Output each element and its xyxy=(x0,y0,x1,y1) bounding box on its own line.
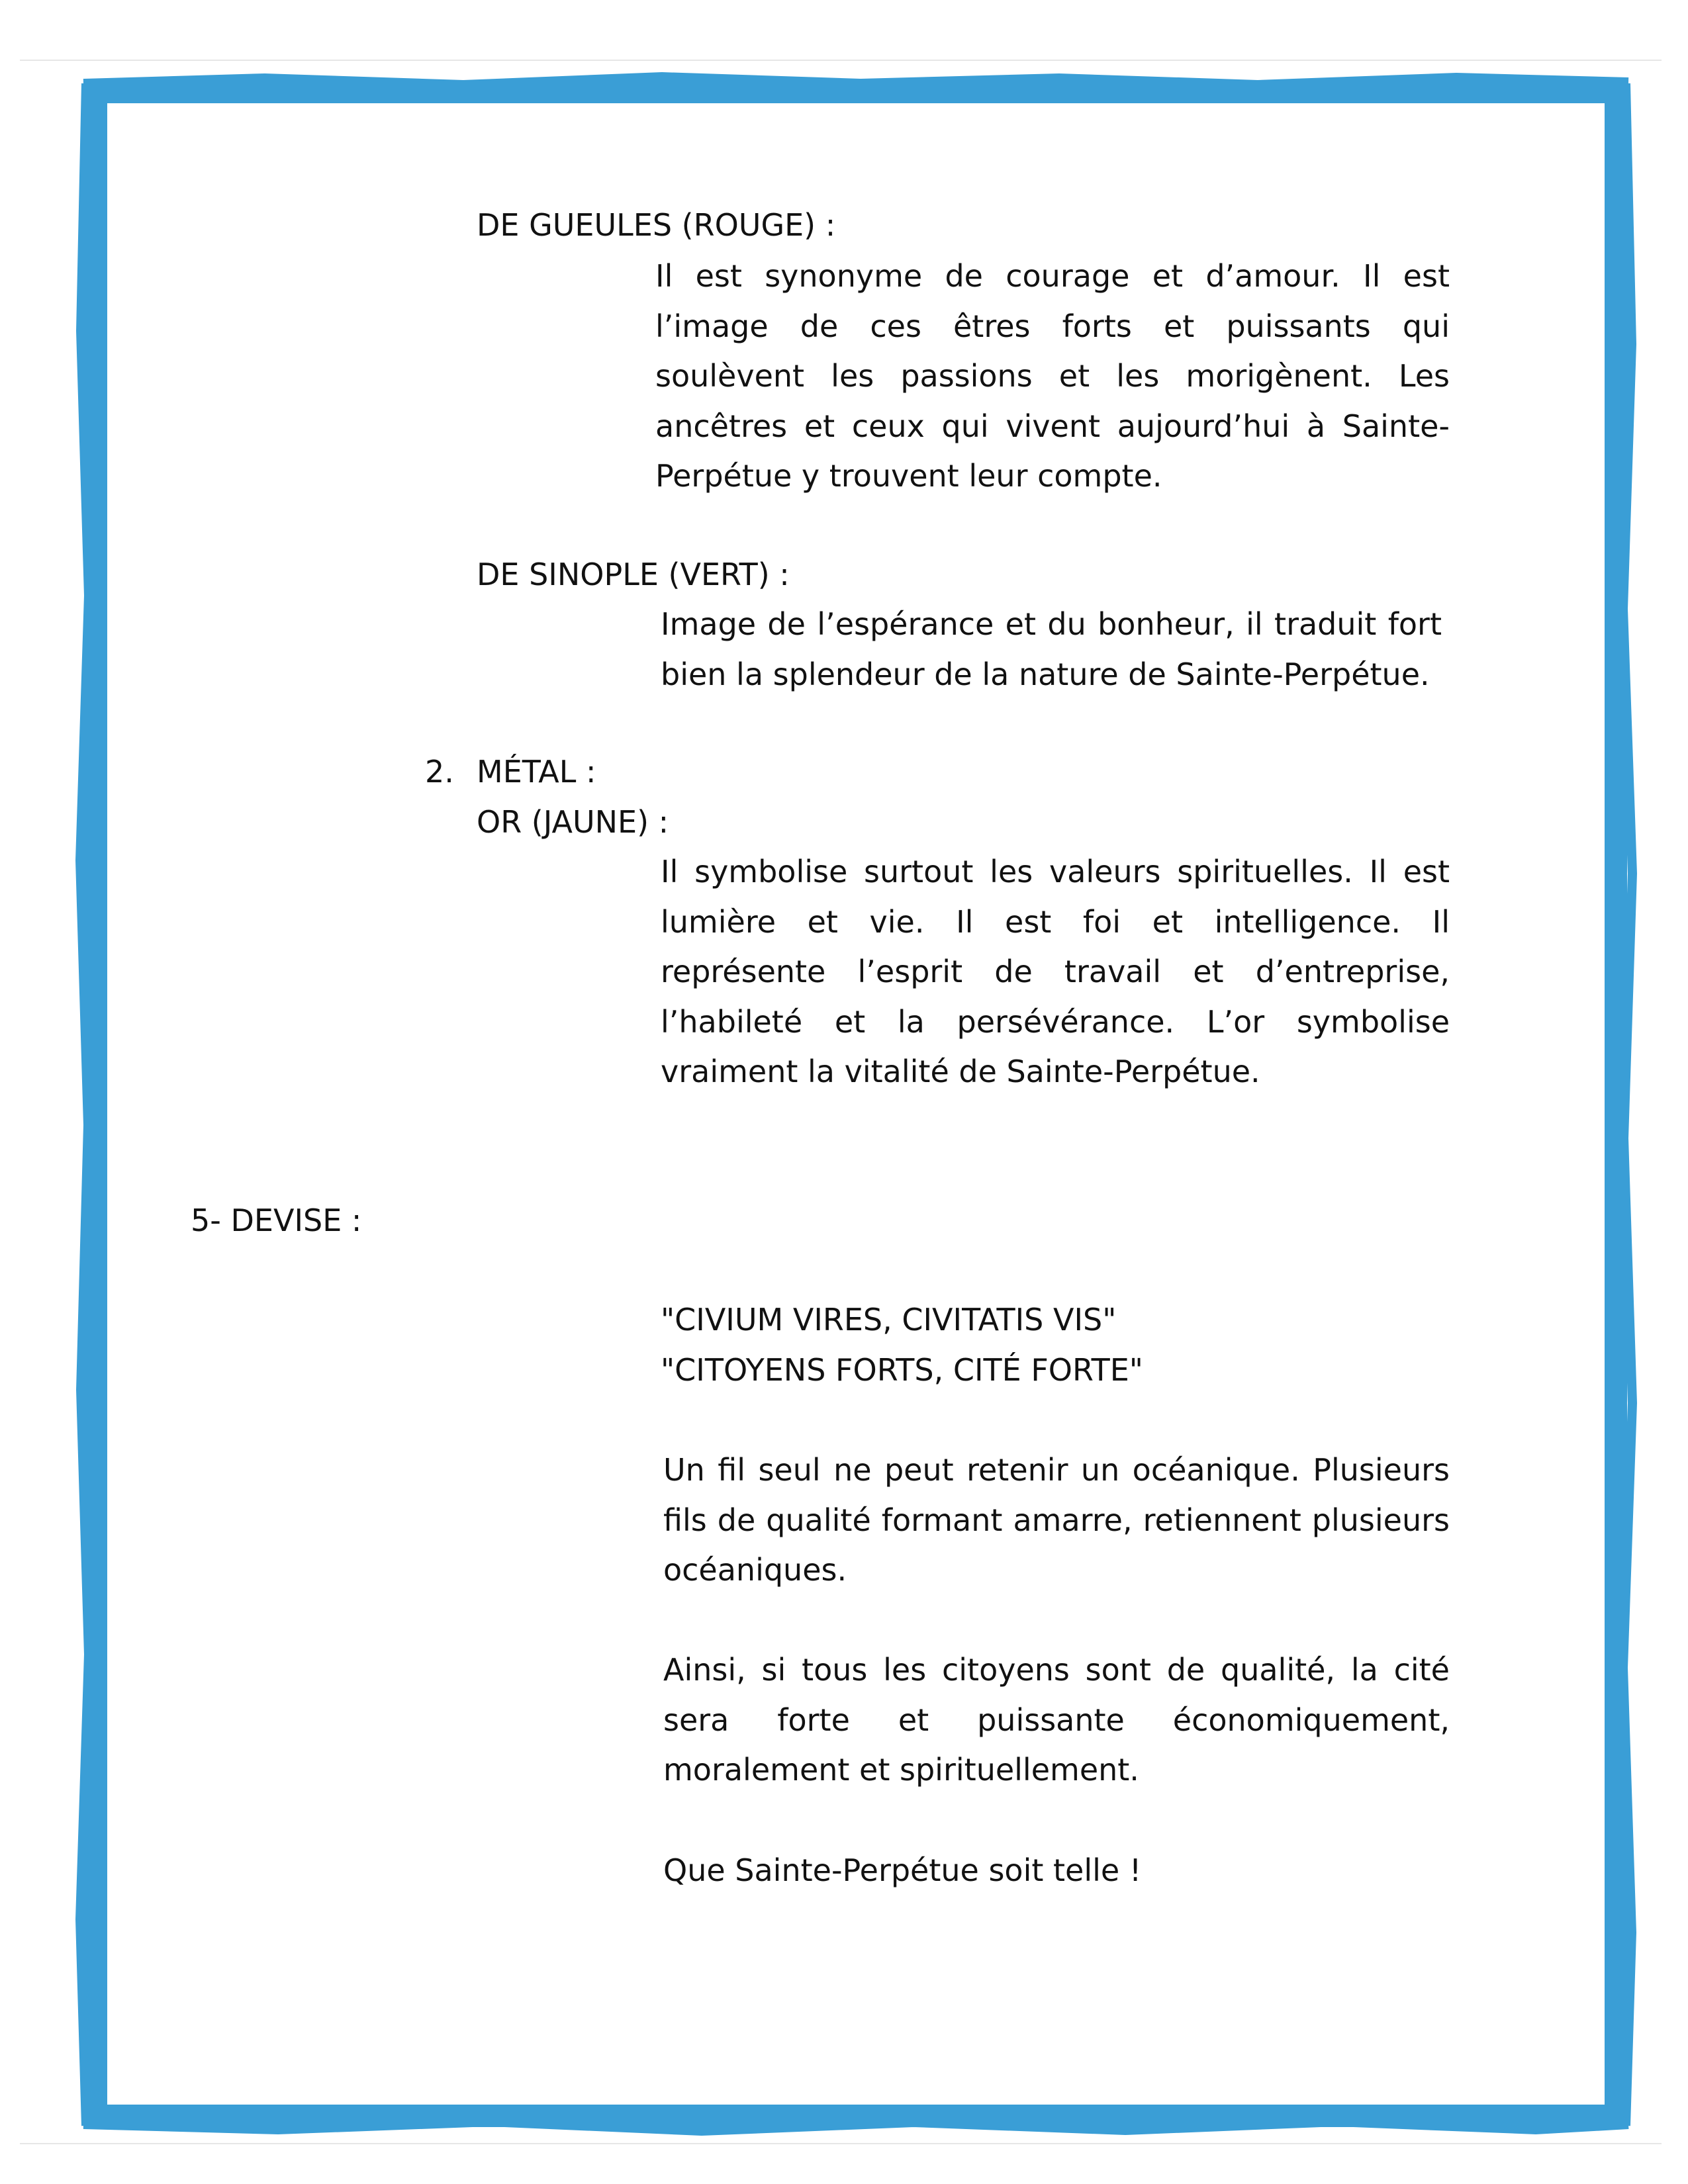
motto-latin: "CIVIUM VIRES, CIVITATIS VIS" xyxy=(661,1302,1117,1338)
subheading-or: OR (JAUNE) : xyxy=(477,804,669,840)
heading-sinople: DE SINOPLE (VERT) : xyxy=(477,557,790,592)
closing-line: Que Sainte-Perpétue soit telle ! xyxy=(663,1852,1142,1888)
paragraph-gueules: Il est synonyme de courage et d’amour. Il est l’image de ces êtres forts et puissants qui soulèvent les passions et les morigènent. Les ancêtres et ceux qui vivent aujourd’hui à Sainte-Perpétue y trouvent leur compte. xyxy=(655,258,1450,494)
heading-gueules: DE GUEULES (ROUGE) : xyxy=(477,207,836,243)
paragraph-devise-1: Un fil seul ne peut retenir un océanique. Plusieurs fils de qualité formant amarre, retiennent plusieurs océaniques. xyxy=(663,1452,1450,1588)
heading-metal: MÉTAL : xyxy=(477,754,596,790)
list-number-metal: 2. xyxy=(425,754,454,790)
paragraph-sinople: Image de l’espérance et du bonheur, il traduit fort bien la splendeur de la nature de Sainte-Perpétue. xyxy=(661,606,1442,692)
motto-french: "CITOYENS FORTS, CITÉ FORTE" xyxy=(661,1352,1143,1388)
heading-devise: 5- DEVISE : xyxy=(191,1203,362,1238)
paragraph-devise-2: Ainsi, si tous les citoyens sont de qualité, la cité sera forte et puissante économiquement, moralement et spirituellement. xyxy=(663,1652,1450,1788)
paragraph-or: Il symbolise surtout les valeurs spirituelles. Il est lumière et vie. Il est foi et intelligence. Il représente l’esprit de travail et d’entreprise, l’habileté et la persévérance. L’or symbolise vraiment la vitalité de Sainte-Perpétue. xyxy=(661,854,1450,1089)
